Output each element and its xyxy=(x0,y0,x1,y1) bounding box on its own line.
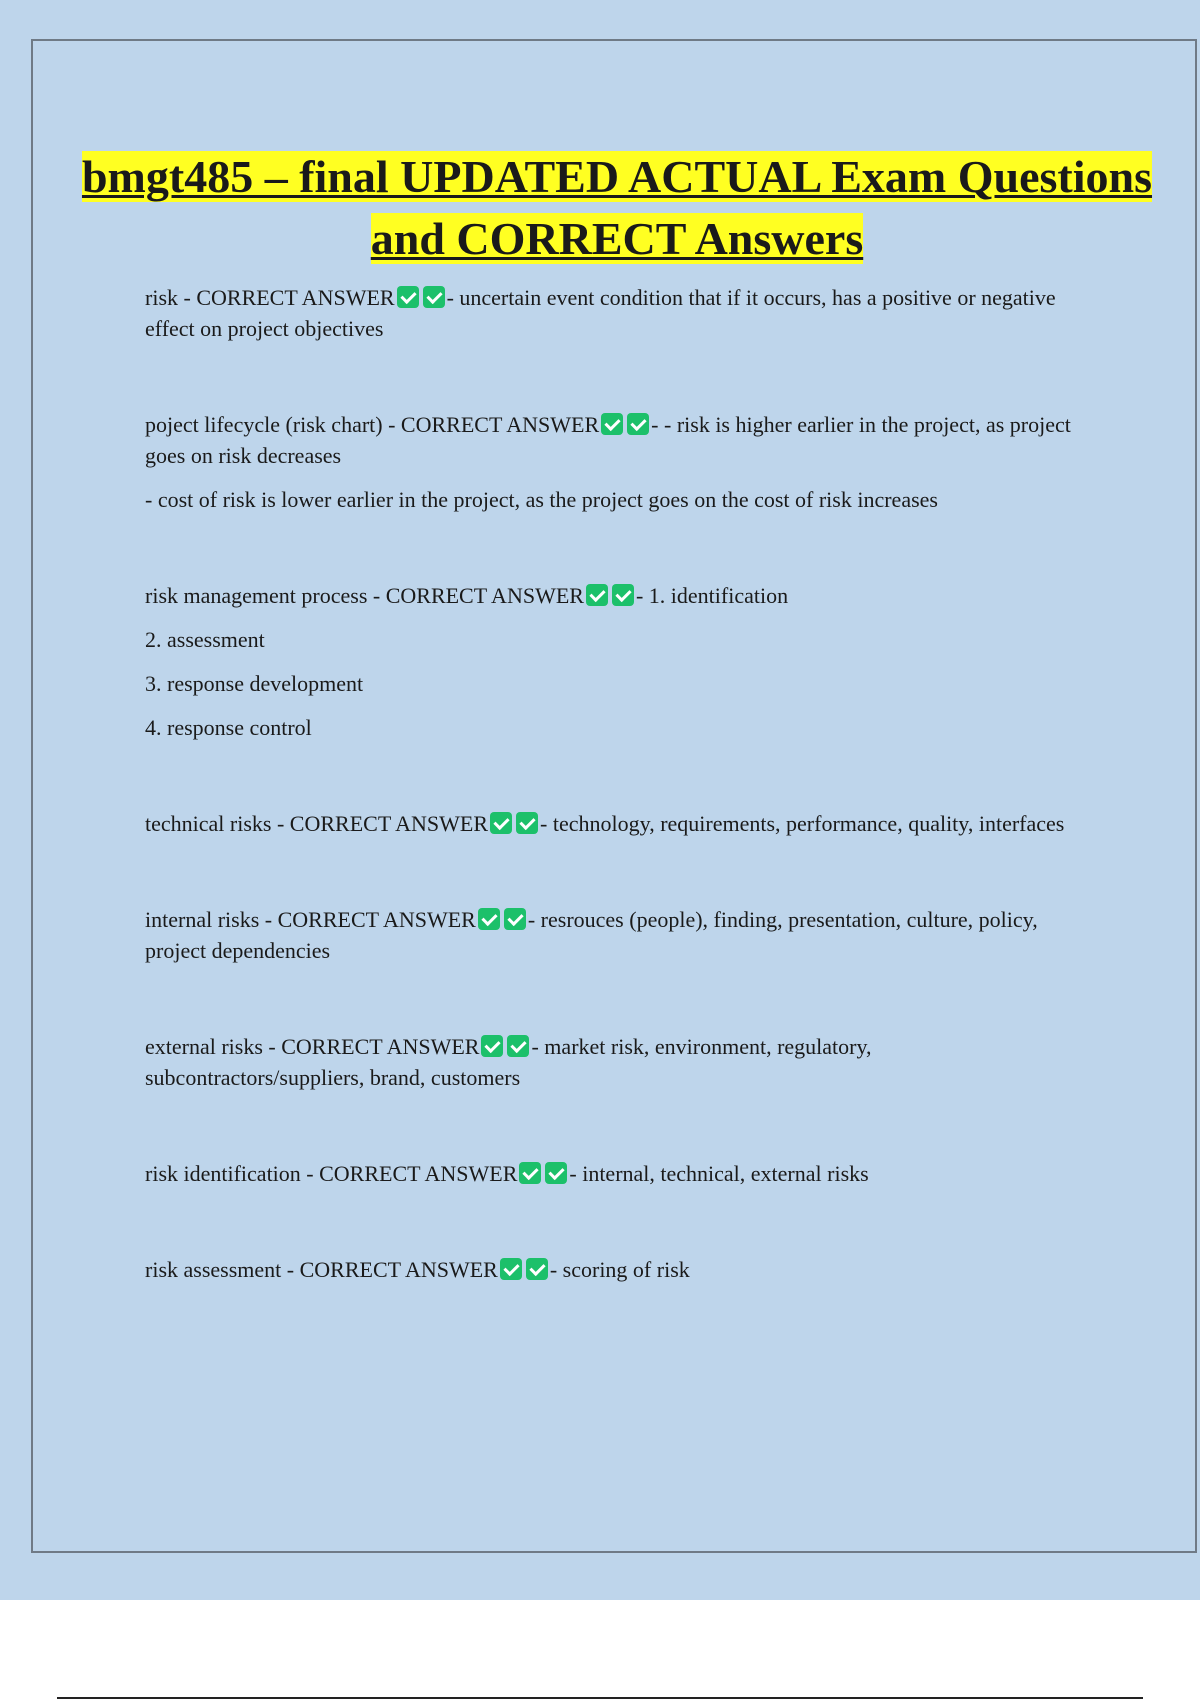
qa-definition: - technology, requirements, performance, quality, interfaces xyxy=(540,811,1065,836)
check-box-icon xyxy=(478,908,500,930)
document-title xyxy=(60,146,1174,270)
check-box-icon xyxy=(397,286,419,308)
qa-term: poject lifecycle (risk chart) - xyxy=(145,412,401,437)
check-box-icon xyxy=(507,1035,529,1057)
check-box-icon xyxy=(516,812,538,834)
correct-answer-label: CORRECT ANSWER xyxy=(196,285,395,310)
check-box-icon xyxy=(612,584,634,606)
correct-answer-label: CORRECT ANSWER xyxy=(385,583,584,608)
qa-item xyxy=(145,282,1085,344)
correct-answer-label: CORRECT ANSWER xyxy=(299,1257,498,1282)
qa-item xyxy=(145,580,1085,611)
qa-definition: - internal, technical, external risks xyxy=(569,1161,869,1186)
qa-definition: - resrouces (people), finding, presentation, culture, policy, project dependencies xyxy=(145,907,1038,963)
correct-answer-label: CORRECT ANSWER xyxy=(319,1161,518,1186)
correct-answer-label: CORRECT ANSWER xyxy=(400,412,600,437)
check-box-icon xyxy=(627,413,649,435)
qa-item xyxy=(145,409,1085,471)
qa-term: technical risks - xyxy=(145,811,290,836)
qa-extra-line: 2. assessment xyxy=(145,627,265,652)
check-box-icon xyxy=(545,1162,567,1184)
check-box-icon xyxy=(504,908,526,930)
check-box-icon xyxy=(586,584,608,606)
qa-item xyxy=(145,1158,1085,1189)
qa-item xyxy=(145,904,1085,966)
qa-item xyxy=(145,808,1085,839)
correct-answer-label: CORRECT ANSWER xyxy=(289,811,489,836)
check-box-icon xyxy=(490,812,512,834)
correct-answer-label: CORRECT ANSWER xyxy=(277,907,476,932)
qa-list xyxy=(145,282,1085,1285)
check-box-icon xyxy=(481,1035,503,1057)
qa-item xyxy=(145,1031,1085,1093)
qa-definition: - - risk is higher earlier in the project, as project goes on risk decreases xyxy=(145,412,1071,468)
qa-extra-line: - cost of risk is lower earlier in the project, as the project goes on the cost of risk increases xyxy=(145,487,938,512)
qa-term: risk identification - xyxy=(145,1161,320,1186)
qa-term: internal risks - xyxy=(145,907,278,932)
check-box-icon xyxy=(500,1258,522,1280)
check-box-icon xyxy=(526,1258,548,1280)
document-title-text: bmgt485 – final UPDATED ACTUAL Exam Questions and CORRECT Answers xyxy=(81,151,1153,264)
check-box-icon xyxy=(423,286,445,308)
qa-extra-line: 3. response development xyxy=(145,671,364,696)
check-box-icon xyxy=(601,413,623,435)
qa-definition: - uncertain event condition that if it occurs, has a positive or negative effect on project objectives xyxy=(145,285,1056,341)
qa-term: risk assessment - xyxy=(145,1257,300,1282)
qa-definition: - 1. identification xyxy=(635,583,789,608)
qa-definition: - market risk, environment, regulatory, subcontractors/suppliers, brand, customers xyxy=(145,1034,872,1090)
qa-term: risk - xyxy=(145,285,197,310)
qa-term: risk management process - xyxy=(145,583,386,608)
qa-term: external risks - xyxy=(145,1034,282,1059)
correct-answer-label: CORRECT ANSWER xyxy=(281,1034,480,1059)
qa-extra-line: 4. response control xyxy=(145,715,312,740)
footer-divider xyxy=(57,1697,1143,1699)
qa-definition: - scoring of risk xyxy=(549,1257,690,1282)
qa-item xyxy=(145,1254,1085,1285)
check-box-icon xyxy=(519,1162,541,1184)
